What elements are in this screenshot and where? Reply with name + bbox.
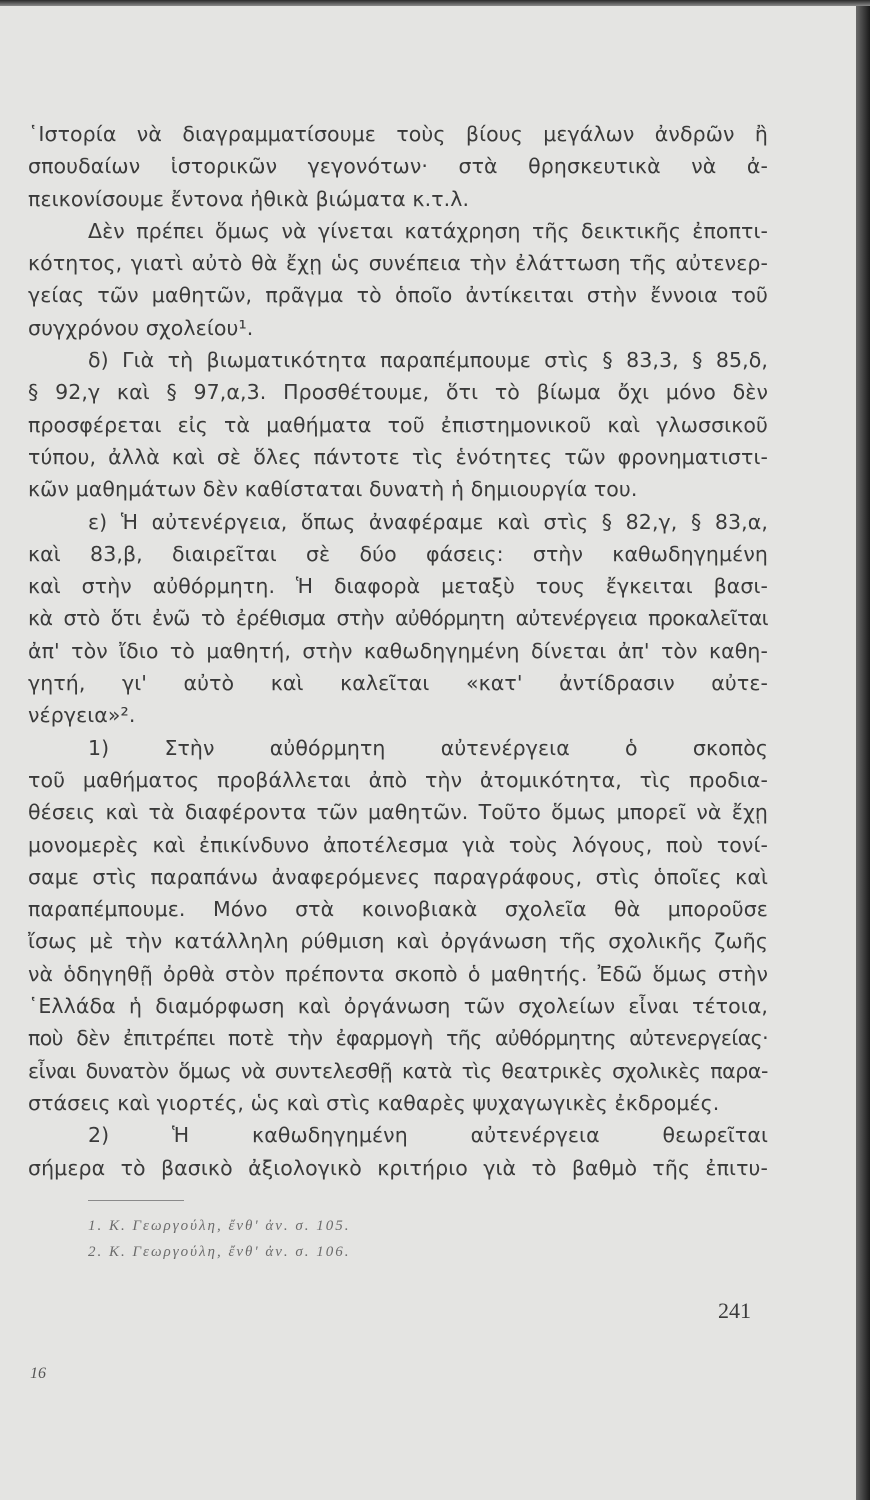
text-line: συγχρόνου σχολείου¹. bbox=[28, 315, 254, 340]
text-line: κὰ στὸ ὅτι ἐνῶ τὸ ἐρέθισμα στὴν αὐθόρμητη αὐτενέργεια προκαλεῖται bbox=[28, 606, 768, 631]
page-number: 241 bbox=[718, 1298, 751, 1323]
text-line: Δὲν πρέπει ὅμως νὰ γίνεται κατάχρηση τῆς δεικτικῆς ἐποπτι- bbox=[88, 218, 768, 243]
text-line: καὶ στὴν αὐθόρμητη. Ἡ διαφορὰ μεταξὺ τους ἔγκειται βασι- bbox=[28, 574, 768, 599]
text-line: δ) Γιὰ τὴ βιωματικότητα παραπέμπουμε στὶς § 83,3, § 85,δ, bbox=[88, 348, 768, 373]
text-line: ποὺ δὲν ἐπιτρέπει ποτὲ τὴν ἐφαρμογὴ τῆς αὐθόρμητης αὐτενεργείας· bbox=[28, 1026, 768, 1051]
text-line: τοῦ μαθήματος προβάλλεται ἀπὸ τὴν ἀτομικότητα, τὶς προδια- bbox=[28, 767, 768, 792]
text-line: ἴσως μὲ τὴν κατάλληλη ρύθμιση καὶ ὀργάνωση τῆς σχολικῆς ζωῆς bbox=[28, 929, 768, 954]
text-line: σαμε στὶς παραπάνω ἀναφερόμενες παραγράφους, στὶς ὁποῖες καὶ bbox=[28, 864, 768, 889]
text-line: κῶν μαθημάτων δὲν καθίσταται δυνατὴ ἡ δημιουργία του. bbox=[28, 477, 638, 502]
text-line: κότητος, γιατὶ αὐτὸ θὰ ἔχῃ ὡς συνέπεια τὴν ἐλάττωση τῆς αὐτενερ- bbox=[28, 251, 768, 276]
page-top-shadow bbox=[0, 0, 870, 6]
text-line: ε) Ἡ αὐτενέργεια, ὅπως ἀναφέραμε καὶ στὶς § 82,γ, § 83,α, bbox=[88, 509, 768, 534]
text-line: § 92,γ καὶ § 97,α,3. Προσθέτουμε, ὅτι τὸ βίωμα ὄχι μόνο δὲν bbox=[28, 380, 768, 405]
page-edge-shadow bbox=[856, 0, 870, 1500]
text-line: στάσεις καὶ γιορτές, ὡς καὶ στὶς καθαρὲς ψυχαγωγικὲς ἐκδρομές. bbox=[28, 1090, 720, 1115]
text-line: μονομερὲς καὶ ἐπικίνδυνο ἀποτέλεσμα γιὰ τοὺς λόγους, ποὺ τονί- bbox=[28, 832, 768, 857]
text-line: 2) Ἡ καθωδηγημένη αὐτενέργεια θεωρεῖται bbox=[88, 1123, 768, 1148]
footnote-divider bbox=[88, 1200, 184, 1201]
text-line: σήμερα τὸ βασικὸ ἀξιολογικὸ κριτήριο γιὰ τὸ βαθμὸ τῆς ἐπιτυ- bbox=[28, 1155, 768, 1180]
text-line: πεικονίσουμε ἔντονα ἠθικὰ βιώματα κ.τ.λ. bbox=[28, 186, 470, 211]
footnote-1: 1. Κ. Γεωργούλη, ἔνθ' ἀν. σ. 105. bbox=[88, 1218, 351, 1234]
text-line: γητή, γι' αὐτὸ καὶ καλεῖται «κατ' ἀντίδρασιν αὐτε- bbox=[28, 671, 768, 696]
footnote-2: 2. Κ. Γεωργούλη, ἔνθ' ἀν. σ. 106. bbox=[88, 1244, 351, 1260]
text-line: ῾Ιστορία νὰ διαγραμματίσουμε τοὺς βίους μεγάλων ἀνδρῶν ἢ bbox=[28, 122, 768, 146]
text-line: θέσεις καὶ τὰ διαφέροντα τῶν μαθητῶν. Τοῦτο ὅμως μπορεῖ νὰ ἔχῃ bbox=[28, 800, 768, 825]
text-line: προσφέρεται εἰς τὰ μαθήματα τοῦ ἐπιστημονικοῦ καὶ γλωσσικοῦ bbox=[28, 412, 768, 437]
text-line: παραπέμπουμε. Μόνο στὰ κοινοβιακὰ σχολεῖα θὰ μποροῦσε bbox=[28, 897, 768, 922]
text-line: τύπου, ἀλλὰ καὶ σὲ ὅλες πάντοτε τὶς ἑνότητες τῶν φρονηματιστι- bbox=[28, 444, 768, 469]
text-line: ῾Ελλάδα ἡ διαμόρφωση καὶ ὀργάνωση τῶν σχολείων εἶναι τέτοια, bbox=[28, 994, 768, 1019]
text-line: σπουδαίων ἱστορικῶν γεγονότων· στὰ θρησκευτικὰ νὰ ἀ- bbox=[28, 154, 768, 179]
text-line: γείας τῶν μαθητῶν, πρᾶγμα τὸ ὁποῖο ἀντίκειται στὴν ἔννοια τοῦ bbox=[28, 283, 768, 308]
signature-mark: 16 bbox=[30, 1365, 46, 1382]
text-line: εἶναι δυνατὸν ὅμως νὰ συντελεσθῇ κατὰ τὶς θεατρικὲς σχολικὲς παρα- bbox=[28, 1058, 768, 1083]
text-line: καὶ 83,β, διαιρεῖται σὲ δύο φάσεις: στὴν καθωδηγημένη bbox=[28, 541, 768, 566]
text-line: 1) Στὴν αὐθόρμητη αὐτενέργεια ὁ σκοπὸς bbox=[88, 735, 768, 760]
text-line: ἀπ' τὸν ἴδιο τὸ μαθητή, στὴν καθωδηγημένη δίνεται ἀπ' τὸν καθη- bbox=[28, 638, 768, 663]
text-line: νέργεια»². bbox=[28, 703, 136, 728]
body-text bbox=[28, 118, 768, 1184]
text-line: νὰ ὁδηγηθῇ ὀρθὰ στὸν πρέποντα σκοπὸ ὁ μαθητής. Ἐδῶ ὅμως στὴν bbox=[28, 961, 768, 986]
